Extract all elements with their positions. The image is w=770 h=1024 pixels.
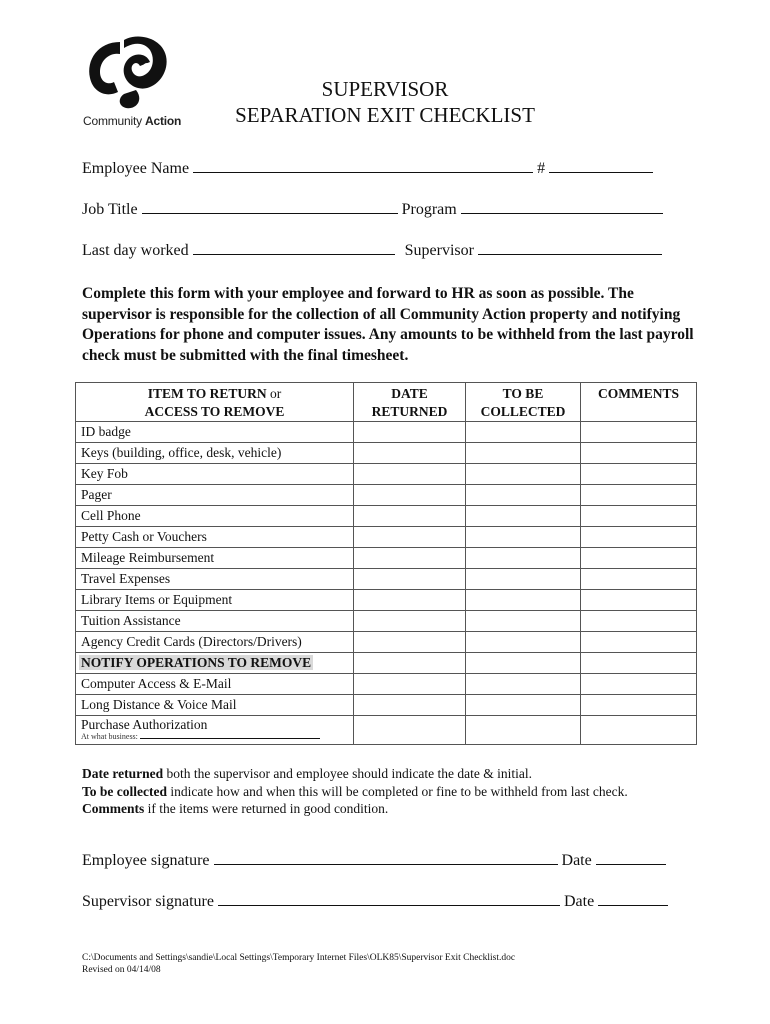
item-label: Keys (building, office, desk, vehicle) [76, 443, 354, 464]
purchase-authorization-cell [76, 716, 354, 745]
item-label: Computer Access & E-Mail [76, 674, 354, 695]
title-line-2: SEPARATION EXIT CHECKLIST [235, 103, 535, 127]
last-day-label: Last day worked [82, 242, 189, 259]
date-returned-cell[interactable] [354, 548, 466, 569]
to-be-collected-cell[interactable] [466, 632, 581, 653]
table-row [76, 548, 697, 569]
to-be-collected-cell[interactable] [466, 548, 581, 569]
header-date-line2: RETURNED [371, 404, 448, 419]
at-what-business-label: At what business: [81, 732, 138, 741]
to-be-collected-cell[interactable] [466, 506, 581, 527]
supervisor-field[interactable] [478, 242, 662, 255]
notes-section [82, 765, 702, 818]
note-comments-term: Comments [82, 801, 145, 816]
notify-heading-row [76, 653, 697, 674]
header-item [76, 383, 354, 422]
table-row [76, 464, 697, 485]
comments-cell[interactable] [581, 485, 697, 506]
item-label: Cell Phone [76, 506, 354, 527]
employee-number-label: # [537, 160, 546, 177]
table-row [76, 716, 697, 745]
checklist-table [75, 382, 697, 745]
date-returned-cell[interactable] [354, 653, 466, 674]
employee-signature-row [82, 852, 666, 870]
header-collected-line2: COLLECTED [480, 404, 566, 419]
comments-cell[interactable] [581, 443, 697, 464]
item-label: Petty Cash or Vouchers [76, 527, 354, 548]
supervisor-date-field[interactable] [598, 893, 668, 906]
comments-cell[interactable] [581, 674, 697, 695]
date-returned-cell[interactable] [354, 527, 466, 548]
comments-cell[interactable] [581, 464, 697, 485]
job-title-field[interactable] [142, 201, 398, 214]
date-returned-cell[interactable] [354, 590, 466, 611]
to-be-collected-cell[interactable] [466, 464, 581, 485]
comments-cell[interactable] [581, 506, 697, 527]
employee-signature-label: Employee signature [82, 852, 210, 869]
table-row [76, 590, 697, 611]
header-date-line1: DATE [391, 386, 428, 401]
table-row [76, 611, 697, 632]
header-comments: COMMENTS [581, 383, 697, 422]
form-title [160, 76, 610, 128]
job-title-label: Job Title [82, 201, 138, 218]
date-returned-cell[interactable] [354, 611, 466, 632]
employee-date-field[interactable] [596, 852, 666, 865]
comments-cell[interactable] [581, 653, 697, 674]
comments-cell[interactable] [581, 695, 697, 716]
comments-cell[interactable] [581, 422, 697, 443]
item-label: Purchase Authorization [81, 717, 208, 732]
comments-cell[interactable] [581, 716, 697, 745]
to-be-collected-cell[interactable] [466, 695, 581, 716]
to-be-collected-cell[interactable] [466, 716, 581, 745]
employee-date-label: Date [561, 852, 592, 869]
date-returned-cell[interactable] [354, 632, 466, 653]
item-label: Library Items or Equipment [76, 590, 354, 611]
to-be-collected-cell[interactable] [466, 527, 581, 548]
note-collected-text: indicate how and when this will be completed or fine to be withheld from last check. [167, 783, 628, 799]
date-returned-cell[interactable] [354, 506, 466, 527]
note-comments-text: if the items were returned in good condition. [144, 801, 389, 816]
to-be-collected-cell[interactable] [466, 590, 581, 611]
table-row [76, 695, 697, 716]
item-label: Long Distance & Voice Mail [76, 695, 354, 716]
supervisor-signature-field[interactable] [218, 893, 560, 906]
date-returned-cell[interactable] [354, 464, 466, 485]
header-to-be-collected [466, 383, 581, 422]
employee-number-field[interactable] [549, 160, 653, 173]
item-label: Tuition Assistance [76, 611, 354, 632]
to-be-collected-cell[interactable] [466, 674, 581, 695]
item-label: Agency Credit Cards (Directors/Drivers) [76, 632, 354, 653]
table-row [76, 569, 697, 590]
table-header-row [76, 383, 697, 422]
header-item-line2: ACCESS TO REMOVE [144, 404, 285, 419]
to-be-collected-cell[interactable] [466, 443, 581, 464]
note-to-be-collected [82, 783, 702, 801]
date-returned-cell[interactable] [354, 443, 466, 464]
item-label: Pager [76, 485, 354, 506]
comments-cell[interactable] [581, 569, 697, 590]
table-row [76, 485, 697, 506]
table-row [76, 422, 697, 443]
comments-cell[interactable] [581, 527, 697, 548]
table-row [76, 506, 697, 527]
file-path: C:\Documents and Settings\sandie\Local Settings\Temporary Internet Files\OLK85\Supervisor Exit Checklist.doc [82, 953, 516, 963]
comments-cell[interactable] [581, 632, 697, 653]
item-label: Mileage Reimbursement [76, 548, 354, 569]
table-row [76, 527, 697, 548]
notify-heading: NOTIFY OPERATIONS TO REMOVE [81, 655, 312, 670]
item-label: Travel Expenses [76, 569, 354, 590]
item-label: Key Fob [76, 464, 354, 485]
table-row [76, 443, 697, 464]
note-date-returned-text: both the supervisor and employee should indicate the date & initial. [163, 766, 533, 781]
employee-signature-field[interactable] [214, 852, 558, 865]
to-be-collected-cell[interactable] [466, 485, 581, 506]
to-be-collected-cell[interactable] [466, 611, 581, 632]
footer [82, 952, 515, 976]
note-date-returned [82, 765, 702, 783]
supervisor-date-label: Date [563, 893, 595, 910]
program-label: Program [401, 201, 457, 218]
to-be-collected-cell[interactable] [466, 422, 581, 443]
job-title-row [82, 201, 663, 219]
to-be-collected-cell[interactable] [466, 569, 581, 590]
item-label: ID badge [76, 422, 354, 443]
program-field[interactable] [461, 201, 663, 214]
date-returned-cell[interactable] [354, 569, 466, 590]
logo-text-bold: Action [145, 114, 182, 128]
to-be-collected-cell[interactable] [466, 653, 581, 674]
instructions-text: Complete this form with your employee and forward to HR as soon as possible. The supervisor is responsible for the collection of all Community Action property and notifying Operations for phone and computer issues. Any amounts to be withheld from the last payroll check must be submitted with the final timesheet. [82, 285, 694, 364]
date-returned-cell[interactable] [354, 674, 466, 695]
date-returned-cell[interactable] [354, 716, 466, 745]
title-line-1: SUPERVISOR [321, 77, 449, 101]
notify-heading-cell [76, 653, 354, 674]
header-collected-line1: TO BE [502, 386, 544, 401]
date-returned-cell[interactable] [354, 422, 466, 443]
at-what-business-row [81, 732, 348, 741]
supervisor-label: Supervisor [404, 242, 474, 259]
at-what-business-field[interactable] [140, 732, 320, 739]
comments-cell[interactable] [581, 590, 697, 611]
table-row [76, 632, 697, 653]
supervisor-signature-label: Supervisor signature [82, 893, 214, 910]
last-day-row [82, 242, 662, 260]
table-row [76, 674, 697, 695]
revision-date: Revised on 04/14/08 [82, 965, 161, 975]
header-item-or: or [269, 386, 282, 401]
date-returned-cell[interactable] [354, 695, 466, 716]
supervisor-signature-row [82, 893, 668, 911]
employee-name-field[interactable] [193, 160, 533, 173]
date-returned-cell[interactable] [354, 485, 466, 506]
note-comments [82, 800, 702, 818]
comments-cell[interactable] [581, 548, 697, 569]
employee-name-row [82, 160, 653, 178]
logo-text-regular: Community [83, 114, 142, 128]
note-collected-term: To be collected [82, 783, 167, 799]
comments-cell[interactable] [581, 611, 697, 632]
header-date-returned [354, 383, 466, 422]
note-date-returned-term: Date returned [82, 766, 164, 781]
header-item-line1: ITEM TO RETURN [147, 386, 267, 401]
employee-name-label: Employee Name [82, 160, 190, 177]
last-day-field[interactable] [193, 242, 395, 255]
